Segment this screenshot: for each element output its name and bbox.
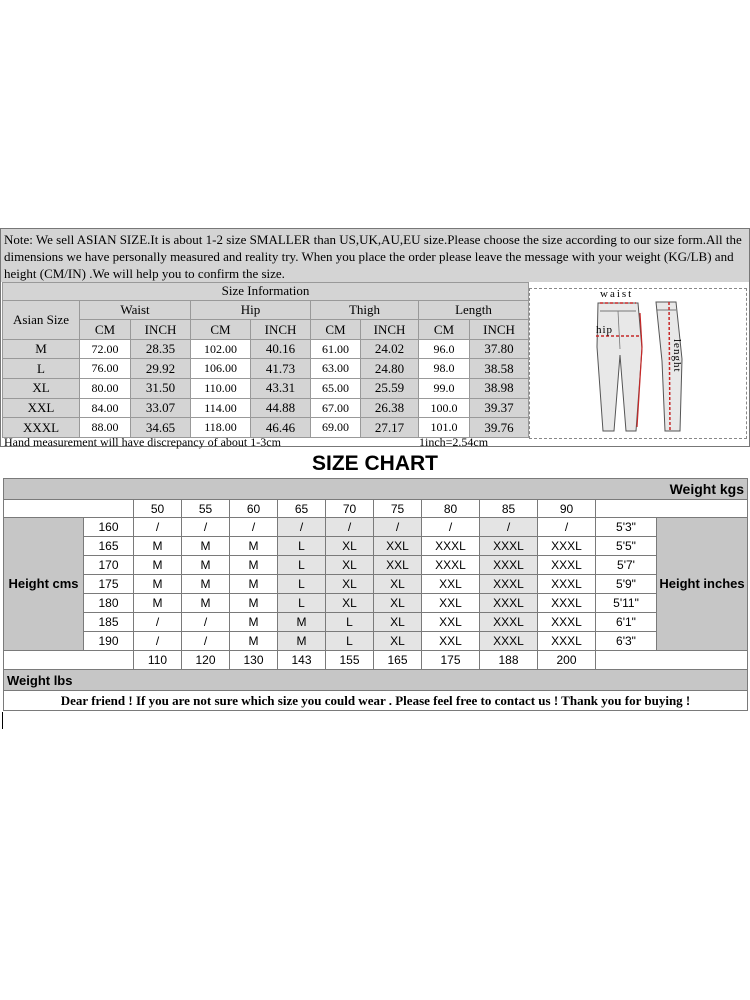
measurement-cell: 39.76 — [470, 418, 529, 438]
size-information-table — [2, 282, 529, 438]
measurement-cell: 25.59 — [361, 379, 419, 399]
size-chart-table — [3, 478, 748, 711]
size-cell: XXXL — [480, 594, 538, 613]
size-row — [3, 359, 529, 379]
measurement-cell: 88.00 — [80, 418, 131, 438]
size-cell: M — [182, 556, 230, 575]
height-cms-label: Height cms — [4, 518, 84, 651]
hand-measurement-note: Hand measurement will have discrepancy of about 1-3cm — [4, 435, 281, 449]
weight-kgs-header: Weight kgs — [4, 479, 748, 500]
height-inch-cell: 5'5" — [596, 537, 657, 556]
size-cell: XXXL — [538, 575, 596, 594]
weight-lbs-cell: 175 — [422, 651, 480, 670]
size-cell: / — [538, 518, 596, 537]
size-cell: XL — [326, 556, 374, 575]
size-cell: / — [230, 518, 278, 537]
weight-lbs-cell: 143 — [278, 651, 326, 670]
height-cm-cell: 165 — [84, 537, 134, 556]
measurement-cell: 44.88 — [251, 398, 311, 418]
pants-illustration — [530, 289, 746, 438]
weight-kg-cell: 80 — [422, 500, 480, 518]
measurement-cell: 101.0 — [419, 418, 470, 438]
weight-lbs-cell: 110 — [134, 651, 182, 670]
size-cell: / — [278, 518, 326, 537]
weight-kg-cell: 50 — [134, 500, 182, 518]
measurement-cell: 65.00 — [311, 379, 361, 399]
pants-measurement-diagram — [529, 288, 747, 439]
size-cell: / — [182, 613, 230, 632]
size-cell: M — [230, 632, 278, 651]
height-cm-cell: 180 — [84, 594, 134, 613]
size-cell: XL — [326, 575, 374, 594]
weight-kg-cell: 55 — [182, 500, 230, 518]
size-cell: L — [278, 556, 326, 575]
size-cell: M — [278, 613, 326, 632]
height-inch-cell: 5'3" — [596, 518, 657, 537]
measurement-cell: 102.00 — [191, 339, 251, 359]
size-cell: XXXL — [538, 537, 596, 556]
corner-cell — [4, 500, 134, 518]
size-cell: XL — [374, 594, 422, 613]
weight-lbs-cell: 120 — [182, 651, 230, 670]
asian-size-cell: XL — [3, 379, 80, 399]
contact-message: Dear friend ! If you are not sure which size you could wear . Please feel free to contact us ! Thank you for buying ! — [4, 691, 748, 711]
measurement-cell: 80.00 — [80, 379, 131, 399]
height-cm-cell: 170 — [84, 556, 134, 575]
size-cell: XXXL — [480, 575, 538, 594]
measurement-cell: 46.46 — [251, 418, 311, 438]
measurement-cell: 114.00 — [191, 398, 251, 418]
weight-kg-cell: 90 — [538, 500, 596, 518]
size-row — [3, 379, 529, 399]
size-chart-row — [4, 556, 748, 575]
size-cell: L — [278, 537, 326, 556]
size-cell: / — [182, 632, 230, 651]
size-cell: XXXL — [480, 613, 538, 632]
weight-lbs-cell: 200 — [538, 651, 596, 670]
measurement-cell: 37.80 — [470, 339, 529, 359]
height-inches-label: Height inches — [657, 518, 748, 651]
asian-size-cell: XXL — [3, 398, 80, 418]
size-cell: / — [374, 518, 422, 537]
measurement-cell: 96.0 — [419, 339, 470, 359]
measurement-cell: 84.00 — [80, 398, 131, 418]
measurement-cell: 118.00 — [191, 418, 251, 438]
size-cell: / — [134, 518, 182, 537]
weight-kg-cell: 70 — [326, 500, 374, 518]
measurement-cell: 24.80 — [361, 359, 419, 379]
unit-header: CM — [419, 320, 470, 340]
measurement-cell: 31.50 — [131, 379, 191, 399]
height-inch-cell: 5'11" — [596, 594, 657, 613]
size-cell: XXXL — [538, 632, 596, 651]
size-cell: / — [182, 518, 230, 537]
size-cell: XL — [374, 575, 422, 594]
measurement-cell: 43.31 — [251, 379, 311, 399]
size-information-panel — [0, 228, 750, 447]
weight-lbs-cell: 188 — [480, 651, 538, 670]
height-inch-cell: 5'9" — [596, 575, 657, 594]
weight-lbs-cell: 130 — [230, 651, 278, 670]
size-cell: XXL — [374, 537, 422, 556]
measurement-cell: 61.00 — [311, 339, 361, 359]
size-chart-row — [4, 632, 748, 651]
size-cell: XL — [326, 537, 374, 556]
hip-label: hip — [596, 324, 614, 336]
measurement-cell: 38.58 — [470, 359, 529, 379]
size-cell: L — [278, 575, 326, 594]
size-cell: M — [182, 537, 230, 556]
size-cell: M — [230, 537, 278, 556]
weight-kg-cell: 65 — [278, 500, 326, 518]
size-cell: M — [278, 632, 326, 651]
size-chart-row — [4, 575, 748, 594]
measurement-cell: 39.37 — [470, 398, 529, 418]
size-cell: / — [134, 632, 182, 651]
size-row — [3, 339, 529, 359]
unit-header: CM — [191, 320, 251, 340]
corner-cell — [596, 651, 748, 670]
size-cell: L — [326, 613, 374, 632]
size-cell: M — [230, 575, 278, 594]
front-view-pants — [596, 303, 642, 431]
weight-lbs-cell: 165 — [374, 651, 422, 670]
size-cell: / — [480, 518, 538, 537]
measurement-cell: 63.00 — [311, 359, 361, 379]
unit-header: INCH — [131, 320, 191, 340]
measurement-cell: 29.92 — [131, 359, 191, 379]
size-cell: XXXL — [422, 537, 480, 556]
measurement-cell: 69.00 — [311, 418, 361, 438]
size-cell: XL — [326, 594, 374, 613]
unit-header: INCH — [251, 320, 311, 340]
size-cell: XL — [374, 613, 422, 632]
measurement-cell: 33.07 — [131, 398, 191, 418]
size-cell: M — [230, 613, 278, 632]
size-information-title: Size Information — [3, 283, 529, 301]
inch-conversion-note: 1inch=2.54cm — [419, 435, 489, 449]
size-cell: XXXL — [538, 594, 596, 613]
size-row — [3, 398, 529, 418]
size-cell: M — [230, 594, 278, 613]
measurement-cell: 38.98 — [470, 379, 529, 399]
size-cell: XXXL — [480, 556, 538, 575]
unit-header: CM — [80, 320, 131, 340]
height-inch-cell: 5'7' — [596, 556, 657, 575]
measurement-cell: 106.00 — [191, 359, 251, 379]
size-cell: / — [422, 518, 480, 537]
unit-header: CM — [311, 320, 361, 340]
size-cell: M — [182, 575, 230, 594]
waist-header: Waist — [80, 300, 191, 320]
length-label: lenght — [671, 339, 683, 373]
size-cell: XXL — [374, 556, 422, 575]
asian-size-cell: L — [3, 359, 80, 379]
height-cm-cell: 190 — [84, 632, 134, 651]
size-cell: / — [134, 613, 182, 632]
size-cell: XXL — [422, 613, 480, 632]
height-inch-cell: 6'1" — [596, 613, 657, 632]
measurement-cell: 67.00 — [311, 398, 361, 418]
size-cell: XXXL — [480, 537, 538, 556]
size-cell: XXL — [422, 575, 480, 594]
size-cell: M — [134, 575, 182, 594]
size-chart-row — [4, 594, 748, 613]
weight-kg-cell: 85 — [480, 500, 538, 518]
size-chart-row — [4, 518, 748, 537]
size-cell: M — [134, 594, 182, 613]
size-cell: XXXL — [480, 632, 538, 651]
measurement-cell: 34.65 — [131, 418, 191, 438]
weight-lbs-header: Weight lbs — [4, 670, 748, 691]
asian-size-cell: XXXL — [3, 418, 80, 438]
size-cell: XXL — [422, 594, 480, 613]
measurement-cell: 110.00 — [191, 379, 251, 399]
measurement-cell: 27.17 — [361, 418, 419, 438]
measurement-cell: 40.16 — [251, 339, 311, 359]
height-cm-cell: 160 — [84, 518, 134, 537]
hip-header: Hip — [191, 300, 311, 320]
size-cell: M — [134, 537, 182, 556]
measurement-cell: 24.02 — [361, 339, 419, 359]
text-cursor — [2, 712, 3, 729]
asian-size-header: Asian Size — [3, 300, 80, 339]
weight-kg-cell: 75 — [374, 500, 422, 518]
thigh-header: Thigh — [311, 300, 419, 320]
size-cell: M — [182, 594, 230, 613]
weight-lbs-cell: 155 — [326, 651, 374, 670]
measurement-cell: 99.0 — [419, 379, 470, 399]
size-cell: L — [278, 594, 326, 613]
size-cell: / — [326, 518, 374, 537]
measurement-cell: 100.0 — [419, 398, 470, 418]
size-cell: M — [134, 556, 182, 575]
corner-cell — [596, 500, 748, 518]
waist-label: waist — [600, 289, 634, 300]
measurement-cell: 26.38 — [361, 398, 419, 418]
measurement-notes — [2, 435, 528, 449]
height-cm-cell: 185 — [84, 613, 134, 632]
height-inch-cell: 6'3" — [596, 632, 657, 651]
measurement-cell: 98.0 — [419, 359, 470, 379]
height-cm-cell: 175 — [84, 575, 134, 594]
corner-cell — [4, 651, 134, 670]
sizing-note: Note: We sell ASIAN SIZE.It is about 1-2 size SMALLER than US,UK,AU,EU size.Please choose the size according to our size form.All the dimensions we have personally measured and reality try. When you place the order please leave the message with your weight (KG/LB) and height (CM/IN) .We will help you to confirm the size. — [1, 229, 749, 282]
measurement-cell: 76.00 — [80, 359, 131, 379]
size-cell: L — [326, 632, 374, 651]
size-cell: M — [230, 556, 278, 575]
weight-kg-cell: 60 — [230, 500, 278, 518]
asian-size-cell: M — [3, 339, 80, 359]
size-chart-row — [4, 613, 748, 632]
unit-header: INCH — [361, 320, 419, 340]
unit-header: INCH — [470, 320, 529, 340]
measurement-cell: 28.35 — [131, 339, 191, 359]
size-cell: XXXL — [422, 556, 480, 575]
size-chart-title: SIZE CHART — [312, 452, 438, 475]
size-cell: XXXL — [538, 613, 596, 632]
measurement-cell: 72.00 — [80, 339, 131, 359]
length-header: Length — [419, 300, 529, 320]
size-cell: XL — [374, 632, 422, 651]
size-cell: XXL — [422, 632, 480, 651]
measurement-cell: 41.73 — [251, 359, 311, 379]
size-cell: XXXL — [538, 556, 596, 575]
size-chart-row — [4, 537, 748, 556]
